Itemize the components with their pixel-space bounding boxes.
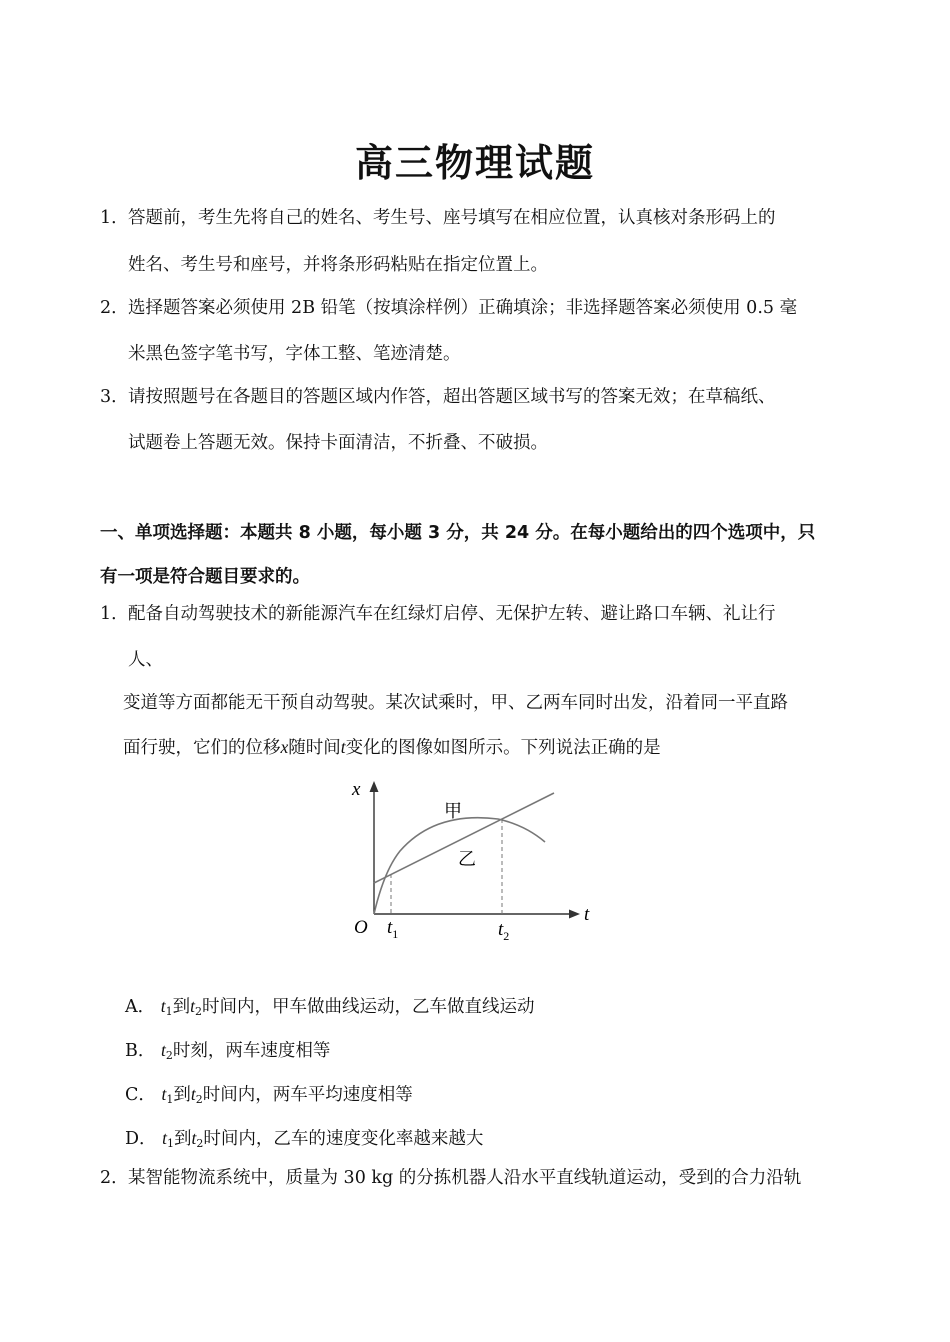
- question-number: 1．: [100, 604, 129, 624]
- variable-x: x: [280, 737, 289, 757]
- question-stem: 面行驶，它们的位移x随时间t变化的图像如图所示。下列说法正确的是: [123, 737, 661, 758]
- option-c: C． $t_1$到$t_2$时间内，两车平均速度相等: [125, 1084, 413, 1106]
- question-stem: 某智能物流系统中，质量为 30 kg 的分拣机器人沿水平直线轨道运动，受到的合力沿轨: [128, 1168, 802, 1188]
- variable-t: t: [340, 737, 346, 757]
- y-axis-arrow: [370, 781, 379, 792]
- option-b: B． $t_2$时刻，两车速度相等: [125, 1040, 331, 1062]
- note-line: 试题卷上答题无效。保持卡面清洁，不折叠、不破损。: [128, 433, 548, 453]
- t1-label: $t_1$: [387, 917, 399, 941]
- section-heading: 一、单项选择题：本题共 8 小题，每小题 3 分，共 24 分。在每小题给出的四个选项中，只: [100, 523, 816, 543]
- note-line: 姓名、考生号和座号，并将条形码粘贴在指定位置上。: [128, 255, 548, 275]
- line-label-yi: 乙: [458, 849, 476, 870]
- note-line: 米黑色签字笔书写，字体工整、笔迹清楚。: [128, 344, 461, 364]
- t2-label: $t_2$: [498, 919, 510, 943]
- curve-label-jia: 甲: [444, 801, 462, 822]
- note-line: 选择题答案必须使用 2B 铅笔（按填涂样例）正确填涂；非选择题答案必须使用 0.5 毫: [128, 298, 798, 318]
- x-axis-arrow: [569, 910, 580, 919]
- y-axis-label: x: [352, 779, 361, 800]
- option-d: D． $t_1$到$t_2$时间内，乙车的速度变化率越来越大: [125, 1128, 484, 1150]
- note-number: 3．: [100, 387, 129, 407]
- question-stem: 变道等方面都能无干预自动驾驶。某次试乘时，甲、乙两车同时出发，沿着同一平直路: [123, 693, 788, 713]
- note-number: 1．: [100, 208, 129, 228]
- position-time-graph: [340, 775, 600, 950]
- option-a: A． $t_1$到$t_2$时间内，甲车做曲线运动，乙车做直线运动: [125, 996, 535, 1018]
- x-axis-label: t: [584, 904, 590, 925]
- question-number: 2．: [100, 1168, 129, 1188]
- note-line: 答题前，考生先将自己的姓名、考生号、座号填写在相应位置，认真核对条形码上的: [128, 208, 776, 228]
- question-stem: 人、: [128, 650, 163, 670]
- question-stem: 配备自动驾驶技术的新能源汽车在红绿灯启停、无保护左转、避让路口车辆、礼让行: [128, 604, 776, 624]
- note-number: 2．: [100, 298, 129, 318]
- origin-label: O: [354, 917, 368, 938]
- section-heading: 有一项是符合题目要求的。: [100, 567, 310, 587]
- page-title: 高三物理试题: [354, 140, 595, 185]
- note-line: 请按照题号在各题目的答题区域内作答，超出答题区域书写的答案无效；在草稿纸、: [128, 387, 776, 407]
